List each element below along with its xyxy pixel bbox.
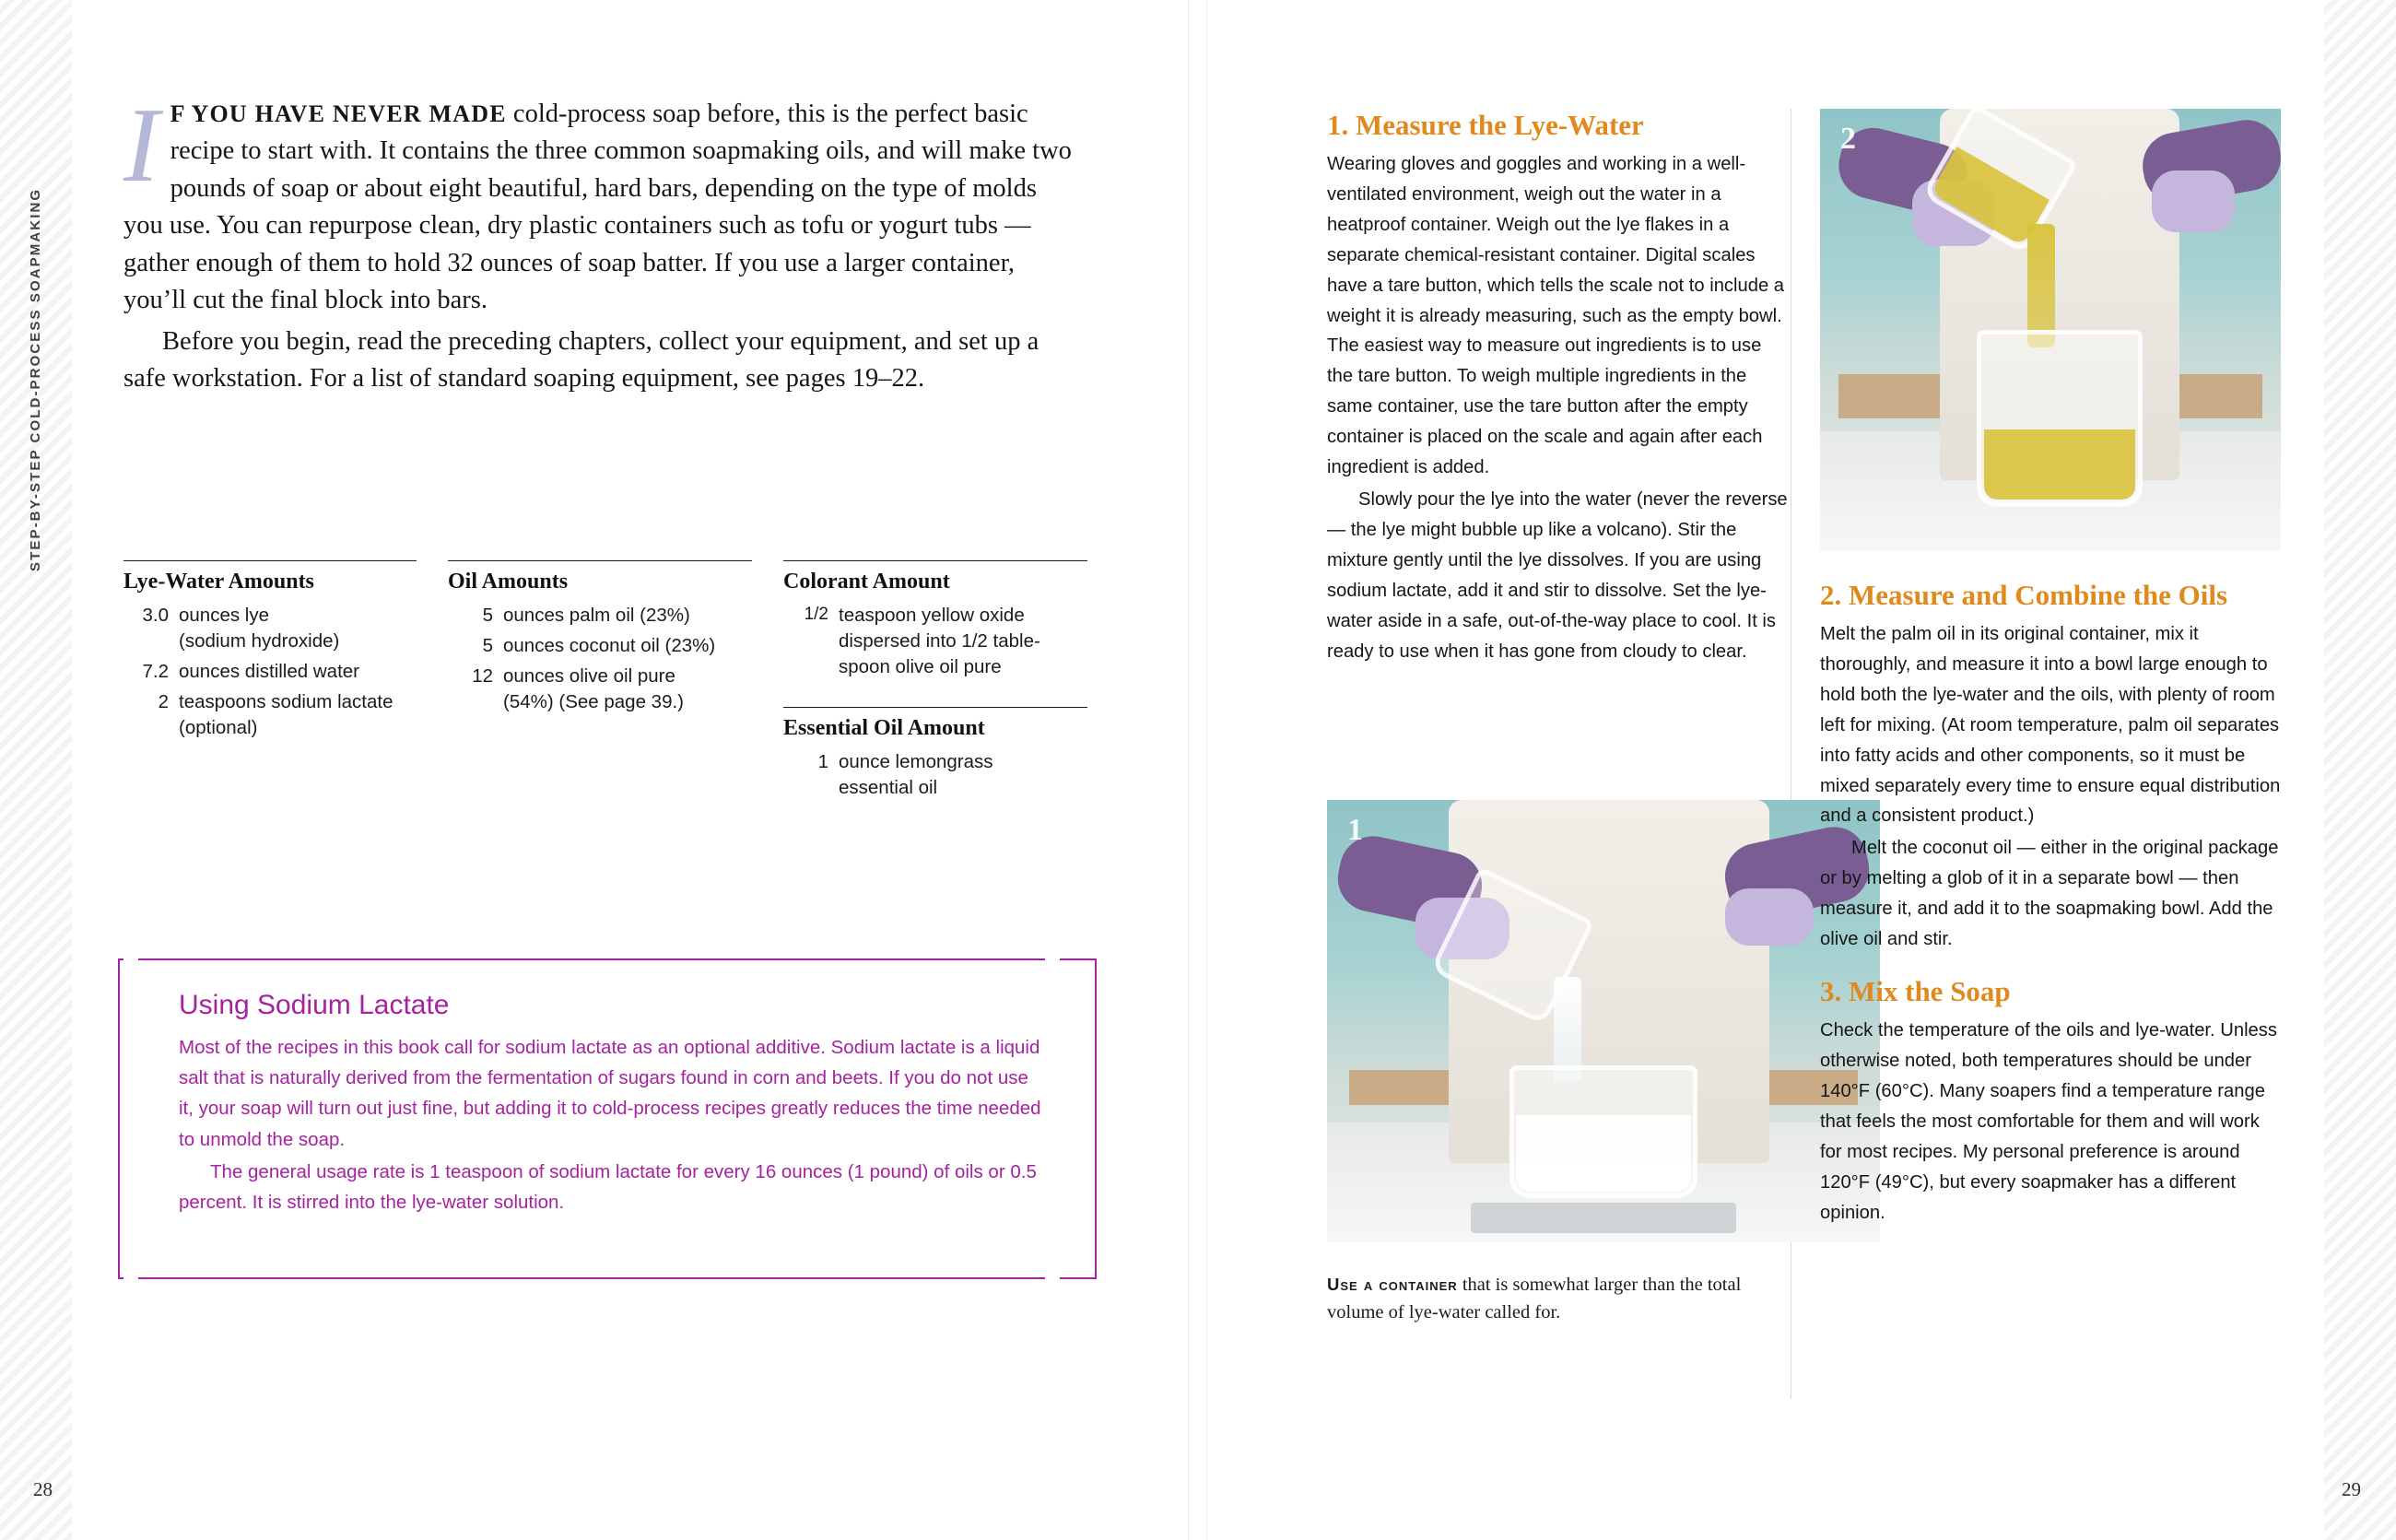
ingredient-amount: 12 [472, 664, 493, 687]
ingredient-label: ounces distilled water [179, 660, 359, 682]
right-column-steps [1820, 579, 2281, 1228]
step-1-paragraph-1: Wearing gloves and goggles and working in a well-ventilated environment, weigh out the water in a heatproof container. Weigh out the lye flakes in a separate chemical-resistant container. Digital scales have a tare button, which tells the scale not to include a weight it is already measuring, such as the empty bowl. The easiest way to measure out ingredients is to use the tare button. To weigh multiple ingredients in the same container, use the tare button after the empty container is placed on the scale and again after each ingredient is added. [1327, 153, 1785, 478]
ingredient-row [123, 659, 417, 685]
folio-left: 28 [33, 1478, 53, 1500]
table-spacer [783, 685, 1087, 707]
drop-cap: I [123, 87, 159, 205]
ingredient-row [123, 603, 417, 654]
left-page-body [123, 87, 1073, 398]
intro-paragraph-2: Before you begin, read the preceding chapters, collect your equipment, and set up a safe workstation. For a list of standard soaping equipment, see pages 19–22. [123, 326, 1039, 394]
sidebar-border-nick [1045, 955, 1060, 961]
ingredient-text: ounces coconut oil (23%) [503, 634, 716, 656]
step-1-heading: 1. Measure the Lye-Water [1327, 109, 1644, 141]
table-heading: Colorant Amount [783, 570, 950, 594]
ingredient-row [783, 749, 1087, 801]
sidebar-title: Using Sodium Lactate [179, 990, 450, 1020]
table-heading: Oil Amounts [448, 570, 569, 594]
ingredient-text [839, 603, 1087, 680]
sidebar-paragraph-2: The general usage rate is 1 teaspoon of sodium lactate for every 16 ounces (1 pound) of oils or 0.5 percent. It is stirred into the lye-water solution. [179, 1160, 1037, 1214]
ingredient-sublabel: (sodium hydroxide) [179, 629, 340, 652]
intro-text [123, 87, 1073, 398]
ingredient-text [503, 664, 752, 715]
table-heading: Lye-Water Amounts [123, 570, 314, 594]
photo-step-2 [1820, 109, 2281, 551]
ingredient-amount: 2 [158, 690, 169, 712]
ingredient-amount: 1 [817, 750, 828, 772]
spread-gutter [1188, 0, 1207, 1540]
ingredient-label: ounce lemongrass [839, 750, 993, 772]
step-1-block [1327, 109, 1788, 667]
intro-paragraph-1 [123, 87, 1073, 320]
ingredient-row [783, 603, 1087, 680]
ingredient-label: teaspoons sodium lactate [179, 690, 393, 712]
ingredient-text [179, 659, 417, 685]
ingredient-tables [123, 560, 1100, 805]
sidebar-paragraph-1: Most of the recipes in this book call for sodium lactate as an optional additive. Sodium lactate is a liquid salt that is naturally derived from the fermentation of sugars found in corn and beets. If you do not use it, your soap will turn out just fine, but adding it to cold-process recipes greatly reduces the time needed to unmold the soap. [179, 1037, 1041, 1150]
ingredient-label: teaspoon yellow oxide [839, 605, 1025, 626]
photo-step-1 [1327, 800, 1880, 1242]
ingredient-sublabel: dispersed into 1/2 table-spoon olive oil pure [839, 629, 1040, 677]
photo-step-1-scene [1327, 800, 1880, 1242]
folio-right: 29 [2342, 1478, 2361, 1500]
step-3-body [1820, 1016, 2281, 1228]
ingredient-row [448, 664, 752, 715]
page-edge-texture-right [2324, 0, 2396, 1540]
step-1-paragraph-2: Slowly pour the lye into the water (never the reverse — the lye might bubble up like a volcano). Stir the mixture gently until the lye dissolves. If you are using sodium lactate, add it and stir to dissolve. Set the lye-water aside in a safe, out-of-the-way place to cool. It is ready to use when it has gone from cloudy to clear. [1327, 489, 1788, 662]
ingredient-amount: 5 [482, 605, 493, 626]
ingredient-amount: 7.2 [142, 660, 169, 682]
ingredient-text [839, 749, 1087, 801]
sidebar-content [179, 990, 1045, 1217]
step-2-body [1820, 619, 2281, 955]
table-colorant-and-essential-oil [783, 560, 1087, 805]
ingredient-label: ounces lye [179, 605, 270, 626]
step-3-heading: 3. Mix the Soap [1820, 975, 2011, 1008]
table-lye-water [123, 560, 417, 805]
caption-lead: Use a container [1327, 1275, 1458, 1294]
step-2-paragraph-1: Melt the palm oil in its original container, mix it thoroughly, and measure it into a bowl large enough to hold both the lye-water and the oils, with plenty of room left for mixing. (At room temperature, palm oil separates into fatty acids and other components, so it must be mixed separately every time to ensure equal distribution and a consistent product.) [1820, 623, 2281, 827]
table-rule [783, 707, 1087, 708]
sidebar-border-nick [123, 955, 138, 961]
sidebar-body [179, 1032, 1045, 1217]
ingredient-amount: 3.0 [142, 605, 169, 626]
step-1-body [1327, 149, 1788, 667]
table-rule [448, 560, 752, 561]
intro-paragraph-1-text: cold-process soap before, this is the perfect basic recipe to start with. It contains the three common soapmaking oils, and will make two pounds of soap or about eight beautiful, hard bars, depending on the type of molds you use. You can repurpose clean, dry plastic containers such as tofu or yogurt tubs — gather enough of them to hold 32 ounces of soap batter. If you use a larger container, you’ll cut the final block into bars. [123, 100, 1072, 315]
intro-lead-smallcaps: F YOU HAVE NEVER MADE [170, 100, 507, 127]
ingredient-label: ounces olive oil pure [503, 664, 675, 687]
sidebar-border-nick [1045, 1276, 1060, 1283]
photo-step-2-number: 2 [1840, 122, 1856, 156]
sidebar-border-nick [123, 1276, 138, 1283]
sidebar-using-sodium-lactate [118, 958, 1097, 1279]
step-3-paragraph-1: Check the temperature of the oils and lye-water. Unless otherwise noted, both temperatures should be under 140°F (60°C). Many soapers find a temperature range that feels the most comfortable for them and will work for most recipes. My personal preference is around 120°F (49°C), but every soapmaker has a different opinion. [1820, 1020, 2277, 1223]
photo-step-2-scene [1820, 109, 2281, 551]
table-oils [448, 560, 752, 805]
table-heading: Essential Oil Amount [783, 715, 985, 740]
ingredient-amount: 5 [482, 634, 493, 656]
ingredient-row [448, 633, 752, 659]
running-head: STEP-BY-STEP COLD-PROCESS SOAPMAKING [28, 187, 43, 571]
ingredient-text [179, 689, 417, 741]
step-2-heading: 2. Measure and Combine the Oils [1820, 579, 2228, 611]
step-2-paragraph-2: Melt the coconut oil — either in the original package or by melting a glob of it in a separate bowl — then measure it, and add it to the soapmaking bowl. Add the olive oil and stir. [1820, 838, 2279, 950]
ingredient-row [448, 603, 752, 629]
photo-step-1-caption [1327, 1272, 1788, 1326]
table-rule [783, 560, 1087, 561]
ingredient-amount: 1/2 [804, 605, 828, 624]
ingredient-text: ounces palm oil (23%) [503, 605, 690, 626]
ingredient-sublabel: essential oil [839, 776, 938, 798]
ingredient-sublabel: (54%) (See page 39.) [503, 690, 685, 712]
ingredient-text [179, 603, 417, 654]
photo-step-1-number: 1 [1347, 813, 1363, 847]
ingredient-row [123, 689, 417, 741]
table-rule [123, 560, 417, 561]
ingredient-sublabel: (optional) [179, 716, 258, 738]
caption-rest: that is somewhat larger than the total volume of lye-water called for. [1327, 1275, 1742, 1323]
